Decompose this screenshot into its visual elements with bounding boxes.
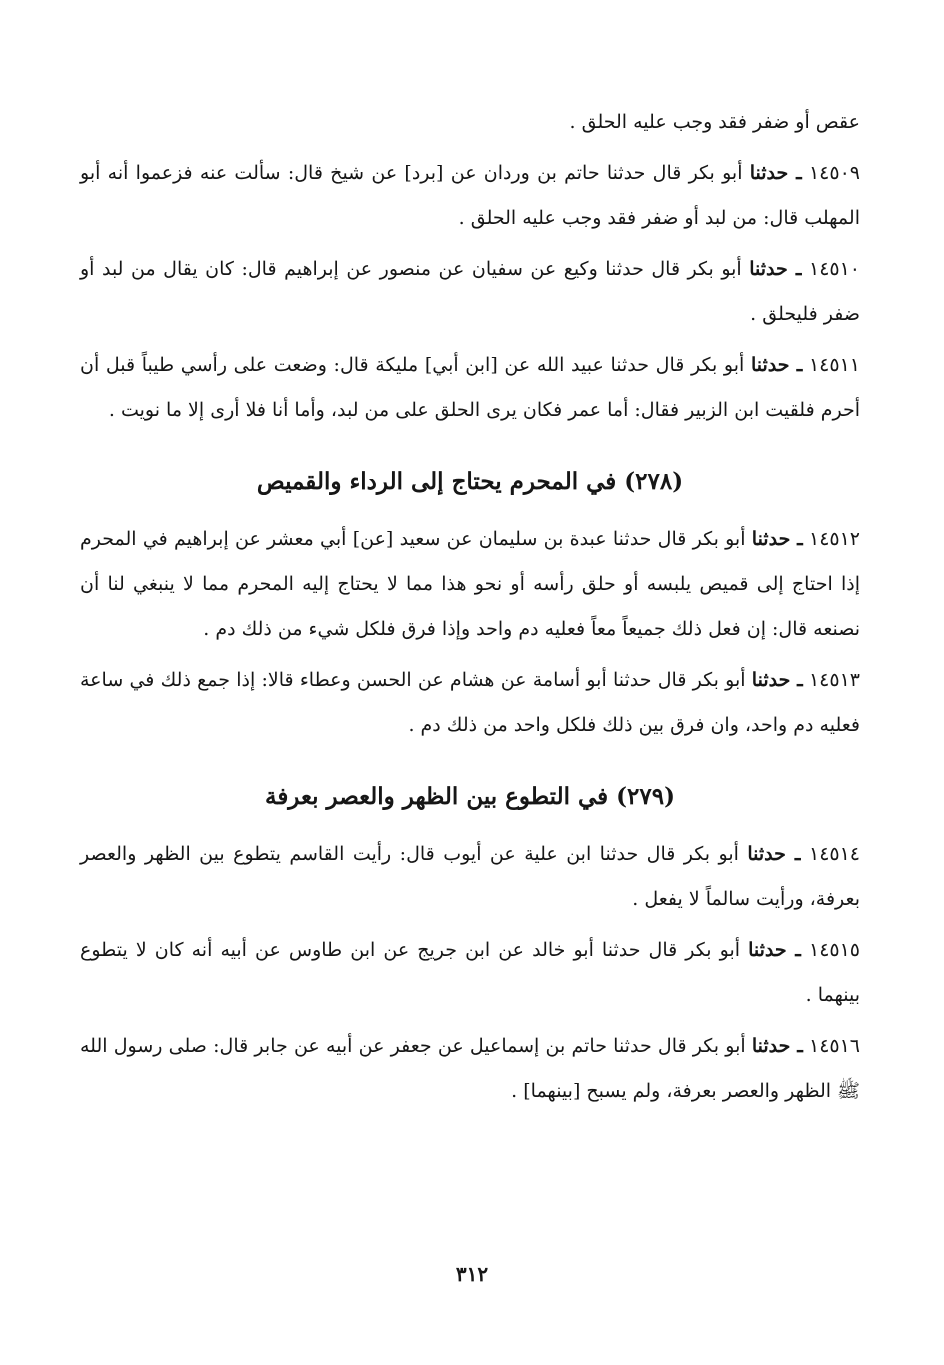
- hadith-number: ١٤٥١٢: [808, 528, 861, 550]
- hadith-lead-word: ـ حدثنا: [748, 939, 801, 961]
- hadith-lead-word: ـ حدثنا: [749, 162, 802, 184]
- hadith-lead-word: ـ حدثنا: [751, 528, 803, 550]
- hadith-text: أبو بكر قال حدثنا ابن علية عن أيوب قال: رأيت القاسم يتطوع بين الظهر والعصر بعرفة، ورأيت سالماً لا يفعل .: [80, 843, 860, 910]
- continuation-paragraph: عقص أو ضفر فقد وجب عليه الحلق .: [569, 111, 860, 133]
- section-heading-278: (٢٧٨) في المحرم يحتاج إلى الرداء والقميص: [256, 468, 684, 495]
- hadith-lead-word: ـ حدثنا: [747, 843, 801, 865]
- hadith-text: أبو بكر قال حدثنا أبو أسامة عن هشام عن الحسن وعطاء قالا: إذا جمع ذلك في ساعة فعليه دم واحد، وان فرق بين ذلك فلكل واحد من ذلك دم .: [80, 669, 860, 736]
- section-heading-279: (٢٧٩) في التطوع بين الظهر والعصر بعرفة: [264, 783, 675, 810]
- hadith-number: ١٤٥١١: [808, 354, 860, 376]
- hadith-text: أبو بكر قال حدثنا حاتم بن وردان عن [برد] عن شيخ قال: سألت عنه فزعموا أنه أبو المهلب قال: من لبد أو ضفر فقد وجب عليه الحلق .: [80, 162, 860, 229]
- page-number: ٣١٢: [455, 1262, 489, 1286]
- hadith-text: أبو بكر قال حدثنا عبيد الله عن [ابن أبي] مليكة قال: وضعت على رأسي طيباً قبل أن أحرم فلقيت ابن الزبير فقال: أما عمر فكان يرى الحلق على من لبد، وأما أنا فلا أرى إلا ما نويت .: [80, 354, 860, 421]
- hadith-number: ١٤٥١٠: [808, 258, 861, 280]
- hadith-14509: [80, 151, 860, 241]
- hadith-text: أبو بكر قال حدثنا عبدة بن سليمان عن سعيد [عن] أبي معشر عن إبراهيم في المحرم إذا احتاج إلى قميص يلبسه أو حلق رأسه أو نحو هذا مما لا يحتاج إليه المحرم مما لا ينبغي لنا أن نصنعه قال: إن فعل ذلك جميعاً معاً فعليه دم واحد وإذا فرق فلكل شيء من ذلك دم .: [80, 528, 860, 640]
- hadith-number: ١٤٥١٣: [808, 669, 860, 691]
- hadith-number: ١٤٥١٥: [808, 939, 861, 961]
- hadith-number: ١٤٥٠٩: [808, 162, 860, 184]
- hadith-lead-word: ـ حدثنا: [749, 258, 802, 280]
- hadith-lead-word: ـ حدثنا: [750, 354, 803, 376]
- hadith-text: أبو بكر قال حدثنا وكيع عن سفيان عن منصور عن إبراهيم قال: كان يقال من لبد أو ضفر فليحلق .: [80, 258, 860, 325]
- hadith-number: ١٤٥١٦: [808, 1035, 861, 1057]
- hadith-text: أبو بكر قال حدثنا أبو خالد عن ابن جريج عن ابن طاوس عن أبيه أنه كان لا يتطوع بينهما .: [80, 939, 860, 1006]
- page-content: [80, 100, 860, 1120]
- hadith-14515: [80, 928, 860, 1018]
- hadith-lead-word: ـ حدثنا: [751, 669, 803, 691]
- hadith-14511: [80, 343, 860, 433]
- hadith-lead-word: ـ حدثنا: [751, 1035, 803, 1057]
- hadith-14512: [80, 517, 860, 652]
- hadith-14510: [80, 247, 860, 337]
- hadith-text: أبو بكر قال حدثنا حاتم بن إسماعيل عن جعفر عن أبيه عن جابر قال: صلى رسول الله ﷺ الظهر والعصر بعرفة، ولم يسبح [بينهما] .: [80, 1035, 860, 1102]
- hadith-14516: [80, 1024, 860, 1114]
- hadith-14513: [80, 658, 860, 748]
- hadith-14514: [80, 832, 860, 922]
- hadith-number: ١٤٥١٤: [808, 843, 861, 865]
